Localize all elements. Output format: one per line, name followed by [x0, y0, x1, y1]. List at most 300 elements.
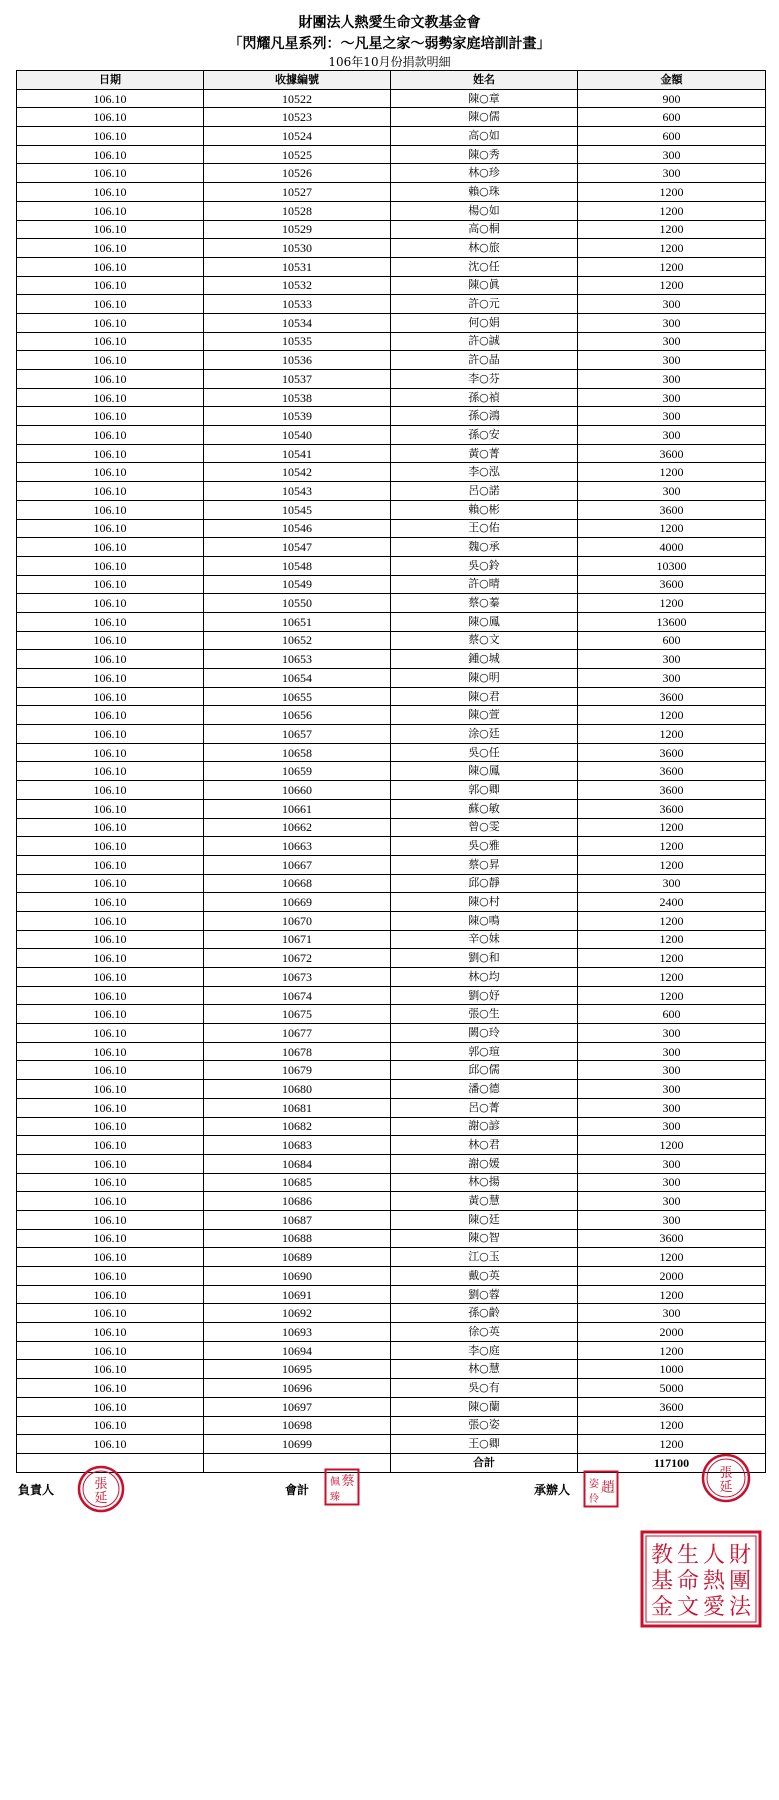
row-date: 106.10: [17, 1173, 204, 1192]
row-amount: 900: [578, 89, 766, 108]
row-amount: 1200: [578, 1136, 766, 1155]
svg-text:人: 人: [702, 1543, 726, 1568]
row-receipt-number: 10688: [204, 1229, 391, 1248]
column-header-name: 姓名: [391, 71, 578, 90]
document-subtitle: 106年10月份捐款明細: [328, 55, 451, 69]
row-date: 106.10: [17, 1005, 204, 1024]
row-amount: 1200: [578, 1435, 766, 1454]
row-date: 106.10: [17, 1379, 204, 1398]
svg-text:生: 生: [676, 1543, 700, 1568]
row-amount: 1200: [578, 594, 766, 613]
row-receipt-number: 10530: [204, 239, 391, 258]
row-donor-name: 陳○儒: [391, 108, 578, 127]
row-date: 106.10: [17, 612, 204, 631]
row-date: 106.10: [17, 1080, 204, 1099]
row-amount: 300: [578, 874, 766, 893]
row-date: 106.10: [17, 500, 204, 519]
row-receipt-number: 10692: [204, 1304, 391, 1323]
table-row: [17, 183, 766, 202]
row-date: 106.10: [17, 1397, 204, 1416]
table-row: [17, 1435, 766, 1454]
table-row: [17, 1117, 766, 1136]
svg-text:財: 財: [728, 1543, 752, 1568]
total-row: [17, 1453, 766, 1472]
row-donor-name: 李○芬: [391, 370, 578, 389]
table-row: [17, 893, 766, 912]
row-date: 106.10: [17, 949, 204, 968]
row-donor-name: 張○姿: [391, 1416, 578, 1435]
row-date: 106.10: [17, 1136, 204, 1155]
row-date: 106.10: [17, 1341, 204, 1360]
table-row: [17, 1192, 766, 1211]
row-date: 106.10: [17, 295, 204, 314]
row-amount: 1200: [578, 519, 766, 538]
row-receipt-number: 10550: [204, 594, 391, 613]
table-row: [17, 220, 766, 239]
svg-text:法: 法: [728, 1595, 752, 1620]
row-date: 106.10: [17, 1285, 204, 1304]
row-receipt-number: 10667: [204, 855, 391, 874]
row-amount: 1200: [578, 257, 766, 276]
row-amount: 300: [578, 407, 766, 426]
row-donor-name: 林○珍: [391, 164, 578, 183]
row-amount: 1200: [578, 183, 766, 202]
row-amount: 600: [578, 1005, 766, 1024]
row-donor-name: 徐○英: [391, 1323, 578, 1342]
row-receipt-number: 10669: [204, 893, 391, 912]
svg-text:愛: 愛: [702, 1595, 726, 1620]
row-amount: 1200: [578, 276, 766, 295]
row-donor-name: 呂○菁: [391, 1098, 578, 1117]
table-row: [17, 370, 766, 389]
row-donor-name: 孫○鴻: [391, 407, 578, 426]
row-receipt-number: 10522: [204, 89, 391, 108]
table-row: [17, 594, 766, 613]
table-row: [17, 968, 766, 987]
row-date: 106.10: [17, 164, 204, 183]
svg-text:金: 金: [650, 1595, 674, 1620]
svg-text:姿: 姿: [589, 1479, 599, 1490]
row-donor-name: 闕○玲: [391, 1024, 578, 1043]
row-receipt-number: 10686: [204, 1192, 391, 1211]
row-receipt-number: 10542: [204, 463, 391, 482]
row-amount: 300: [578, 1117, 766, 1136]
row-donor-name: 劉○蓉: [391, 1285, 578, 1304]
table-row: [17, 201, 766, 220]
table-row: [17, 1098, 766, 1117]
row-donor-name: 賴○珠: [391, 183, 578, 202]
row-donor-name: 蘇○敏: [391, 799, 578, 818]
row-receipt-number: 10524: [204, 127, 391, 146]
row-receipt-number: 10691: [204, 1285, 391, 1304]
row-receipt-number: 10698: [204, 1416, 391, 1435]
svg-text:熱: 熱: [702, 1569, 726, 1594]
row-donor-name: 孫○齡: [391, 1304, 578, 1323]
table-row: [17, 855, 766, 874]
row-date: 106.10: [17, 893, 204, 912]
row-amount: 300: [578, 313, 766, 332]
row-receipt-number: 10541: [204, 444, 391, 463]
svg-text:延: 延: [719, 1480, 733, 1495]
svg-text:張: 張: [94, 1477, 108, 1492]
row-donor-name: 劉○妤: [391, 986, 578, 1005]
table-row: [17, 1210, 766, 1229]
row-receipt-number: 10654: [204, 669, 391, 688]
row-date: 106.10: [17, 351, 204, 370]
row-receipt-number: 10546: [204, 519, 391, 538]
row-donor-name: 陳○萱: [391, 706, 578, 725]
row-donor-name: 陳○鳳: [391, 612, 578, 631]
column-header-receipt: 收據編號: [204, 71, 391, 90]
svg-text:文: 文: [676, 1595, 700, 1620]
row-amount: 1200: [578, 930, 766, 949]
row-donor-name: 邱○儒: [391, 1061, 578, 1080]
row-date: 106.10: [17, 930, 204, 949]
table-row: [17, 108, 766, 127]
table-row: [17, 874, 766, 893]
table-row: [17, 799, 766, 818]
row-date: 106.10: [17, 1229, 204, 1248]
row-amount: 300: [578, 145, 766, 164]
row-amount: 1200: [578, 463, 766, 482]
table-row: [17, 1080, 766, 1099]
row-donor-name: 江○玉: [391, 1248, 578, 1267]
row-receipt-number: 10683: [204, 1136, 391, 1155]
row-amount: 1200: [578, 968, 766, 987]
row-date: 106.10: [17, 313, 204, 332]
svg-text:張: 張: [719, 1466, 733, 1481]
row-amount: 3600: [578, 575, 766, 594]
row-date: 106.10: [17, 911, 204, 930]
row-receipt-number: 10687: [204, 1210, 391, 1229]
table-row: [17, 1379, 766, 1398]
donation-table: [16, 70, 766, 1473]
table-row: [17, 388, 766, 407]
table-row: [17, 1042, 766, 1061]
row-receipt-number: 10672: [204, 949, 391, 968]
row-donor-name: 劉○和: [391, 949, 578, 968]
row-date: 106.10: [17, 388, 204, 407]
row-receipt-number: 10655: [204, 687, 391, 706]
row-date: 106.10: [17, 108, 204, 127]
row-amount: 3600: [578, 500, 766, 519]
row-receipt-number: 10549: [204, 575, 391, 594]
row-amount: 1200: [578, 986, 766, 1005]
row-amount: 10300: [578, 556, 766, 575]
row-amount: 300: [578, 1042, 766, 1061]
row-donor-name: 陳○村: [391, 893, 578, 912]
row-receipt-number: 10540: [204, 426, 391, 445]
signature-label-handler: 承辦人: [534, 1483, 571, 1497]
row-receipt-number: 10690: [204, 1267, 391, 1286]
row-amount: 13600: [578, 612, 766, 631]
row-date: 106.10: [17, 575, 204, 594]
table-row: [17, 519, 766, 538]
row-receipt-number: 10682: [204, 1117, 391, 1136]
row-date: 106.10: [17, 1154, 204, 1173]
row-donor-name: 蔡○文: [391, 631, 578, 650]
row-donor-name: 林○均: [391, 968, 578, 987]
row-amount: 1200: [578, 706, 766, 725]
row-date: 106.10: [17, 762, 204, 781]
row-amount: 300: [578, 164, 766, 183]
row-receipt-number: 10658: [204, 743, 391, 762]
table-row: [17, 1154, 766, 1173]
row-donor-name: 陳○鳴: [391, 911, 578, 930]
row-amount: 300: [578, 669, 766, 688]
row-amount: 300: [578, 332, 766, 351]
row-date: 106.10: [17, 669, 204, 688]
row-amount: 1200: [578, 949, 766, 968]
row-amount: 300: [578, 482, 766, 501]
svg-text:團: 團: [728, 1569, 752, 1594]
row-donor-name: 謝○諺: [391, 1117, 578, 1136]
row-amount: 3600: [578, 1397, 766, 1416]
row-date: 106.10: [17, 1323, 204, 1342]
row-amount: 4000: [578, 538, 766, 557]
row-receipt-number: 10671: [204, 930, 391, 949]
row-receipt-number: 10693: [204, 1323, 391, 1342]
row-receipt-number: 10539: [204, 407, 391, 426]
table-row: [17, 631, 766, 650]
row-donor-name: 陳○章: [391, 89, 578, 108]
document-project-title: 「閃耀凡星系列：～凡星之家～弱勢家庭培訓計畫」: [228, 36, 551, 52]
table-row: [17, 650, 766, 669]
row-receipt-number: 10651: [204, 612, 391, 631]
row-donor-name: 陳○眞: [391, 276, 578, 295]
row-receipt-number: 10548: [204, 556, 391, 575]
row-receipt-number: 10538: [204, 388, 391, 407]
row-date: 106.10: [17, 370, 204, 389]
row-receipt-number: 10679: [204, 1061, 391, 1080]
svg-text:臻: 臻: [330, 1492, 340, 1503]
table-row: [17, 1304, 766, 1323]
table-row: [17, 725, 766, 744]
row-date: 106.10: [17, 1061, 204, 1080]
row-receipt-number: 10694: [204, 1341, 391, 1360]
row-amount: 300: [578, 1061, 766, 1080]
row-date: 106.10: [17, 968, 204, 987]
row-receipt-number: 10668: [204, 874, 391, 893]
table-row: [17, 482, 766, 501]
row-date: 106.10: [17, 781, 204, 800]
row-amount: 1200: [578, 1285, 766, 1304]
table-row: [17, 332, 766, 351]
row-receipt-number: 10523: [204, 108, 391, 127]
row-date: 106.10: [17, 482, 204, 501]
row-amount: 3600: [578, 743, 766, 762]
row-donor-name: 鍾○城: [391, 650, 578, 669]
row-receipt-number: 10653: [204, 650, 391, 669]
row-date: 106.10: [17, 631, 204, 650]
table-row: [17, 818, 766, 837]
table-row: [17, 575, 766, 594]
row-receipt-number: 10661: [204, 799, 391, 818]
row-amount: 1200: [578, 725, 766, 744]
row-date: 106.10: [17, 687, 204, 706]
row-donor-name: 涂○廷: [391, 725, 578, 744]
table-row: [17, 762, 766, 781]
row-donor-name: 李○泓: [391, 463, 578, 482]
row-donor-name: 吳○有: [391, 1379, 578, 1398]
row-receipt-number: 10662: [204, 818, 391, 837]
row-donor-name: 沈○任: [391, 257, 578, 276]
row-amount: 300: [578, 1080, 766, 1099]
row-amount: 300: [578, 1192, 766, 1211]
row-amount: 3600: [578, 687, 766, 706]
row-receipt-number: 10670: [204, 911, 391, 930]
row-receipt-number: 10678: [204, 1042, 391, 1061]
row-receipt-number: 10531: [204, 257, 391, 276]
total-value: 117100: [578, 1453, 766, 1472]
column-header-amount: 金額: [578, 71, 766, 90]
row-receipt-number: 10697: [204, 1397, 391, 1416]
table-row: [17, 313, 766, 332]
row-receipt-number: 10695: [204, 1360, 391, 1379]
row-donor-name: 林○旅: [391, 239, 578, 258]
row-date: 106.10: [17, 1117, 204, 1136]
row-amount: 300: [578, 1304, 766, 1323]
row-amount: 600: [578, 108, 766, 127]
handler-seal-icon: [583, 1470, 619, 1508]
row-amount: 300: [578, 1173, 766, 1192]
row-date: 106.10: [17, 276, 204, 295]
row-date: 106.10: [17, 799, 204, 818]
table-row: [17, 1360, 766, 1379]
row-date: 106.10: [17, 407, 204, 426]
table-row: [17, 1341, 766, 1360]
row-donor-name: 孫○安: [391, 426, 578, 445]
table-row: [17, 743, 766, 762]
row-amount: 300: [578, 295, 766, 314]
row-receipt-number: 10535: [204, 332, 391, 351]
row-date: 106.10: [17, 332, 204, 351]
row-donor-name: 黃○菁: [391, 444, 578, 463]
row-amount: 300: [578, 351, 766, 370]
row-donor-name: 陳○廷: [391, 1210, 578, 1229]
row-receipt-number: 10543: [204, 482, 391, 501]
row-donor-name: 謝○媛: [391, 1154, 578, 1173]
row-donor-name: 李○庭: [391, 1341, 578, 1360]
row-date: 106.10: [17, 220, 204, 239]
row-donor-name: 曾○雯: [391, 818, 578, 837]
table-row: [17, 837, 766, 856]
row-receipt-number: 10525: [204, 145, 391, 164]
svg-text:蔡: 蔡: [341, 1474, 355, 1489]
row-donor-name: 蔡○蓁: [391, 594, 578, 613]
svg-text:佩: 佩: [330, 1477, 340, 1488]
row-receipt-number: 10526: [204, 164, 391, 183]
row-date: 106.10: [17, 1042, 204, 1061]
row-amount: 1200: [578, 837, 766, 856]
row-receipt-number: 10528: [204, 201, 391, 220]
document-org-title: 財團法人熱愛生命文教基金會: [298, 15, 481, 31]
row-donor-name: 楊○如: [391, 201, 578, 220]
row-date: 106.10: [17, 650, 204, 669]
row-date: 106.10: [17, 1098, 204, 1117]
signature-label-responsible: 負責人: [18, 1483, 55, 1497]
row-receipt-number: 10536: [204, 351, 391, 370]
table-row: [17, 89, 766, 108]
table-row: [17, 426, 766, 445]
table-row: [17, 500, 766, 519]
row-date: 106.10: [17, 1192, 204, 1211]
row-donor-name: 戴○英: [391, 1267, 578, 1286]
row-date: 106.10: [17, 1435, 204, 1454]
svg-text:教: 教: [650, 1543, 674, 1568]
row-receipt-number: 10674: [204, 986, 391, 1005]
row-date: 106.10: [17, 706, 204, 725]
table-row: [17, 1416, 766, 1435]
row-donor-name: 何○娟: [391, 313, 578, 332]
table-row: [17, 1267, 766, 1286]
row-donor-name: 賴○彬: [391, 500, 578, 519]
row-amount: 1200: [578, 239, 766, 258]
svg-text:命: 命: [676, 1569, 700, 1594]
table-row: [17, 127, 766, 146]
accounting-seal-icon: [324, 1468, 360, 1506]
row-receipt-number: 10673: [204, 968, 391, 987]
row-donor-name: 許○晴: [391, 575, 578, 594]
row-donor-name: 吳○任: [391, 743, 578, 762]
row-date: 106.10: [17, 127, 204, 146]
row-date: 106.10: [17, 89, 204, 108]
row-donor-name: 黃○慧: [391, 1192, 578, 1211]
table-row: [17, 1229, 766, 1248]
row-receipt-number: 10660: [204, 781, 391, 800]
row-donor-name: 魏○承: [391, 538, 578, 557]
row-donor-name: 潘○德: [391, 1080, 578, 1099]
table-row: [17, 1005, 766, 1024]
row-donor-name: 許○元: [391, 295, 578, 314]
row-receipt-number: 10677: [204, 1024, 391, 1043]
table-row: [17, 351, 766, 370]
total-cell-blank: [204, 1453, 391, 1472]
row-date: 106.10: [17, 444, 204, 463]
row-amount: 300: [578, 650, 766, 669]
row-amount: 600: [578, 127, 766, 146]
row-date: 106.10: [17, 1416, 204, 1435]
row-date: 106.10: [17, 145, 204, 164]
row-amount: 300: [578, 1024, 766, 1043]
row-amount: 1200: [578, 855, 766, 874]
row-receipt-number: 10680: [204, 1080, 391, 1099]
row-amount: 1200: [578, 911, 766, 930]
row-donor-name: 呂○諾: [391, 482, 578, 501]
row-date: 106.10: [17, 725, 204, 744]
row-date: 106.10: [17, 1304, 204, 1323]
row-amount: 1200: [578, 220, 766, 239]
row-date: 106.10: [17, 556, 204, 575]
row-receipt-number: 10657: [204, 725, 391, 744]
row-amount: 3600: [578, 444, 766, 463]
row-date: 106.10: [17, 426, 204, 445]
row-receipt-number: 10689: [204, 1248, 391, 1267]
row-amount: 300: [578, 1154, 766, 1173]
table-row: [17, 444, 766, 463]
table-row: [17, 1136, 766, 1155]
row-receipt-number: 10537: [204, 370, 391, 389]
row-date: 106.10: [17, 1210, 204, 1229]
corner-seal-icon: [700, 1452, 752, 1504]
row-receipt-number: 10534: [204, 313, 391, 332]
svg-text:趙: 趙: [601, 1480, 615, 1496]
responsible-seal-icon: [76, 1464, 126, 1514]
table-row: [17, 145, 766, 164]
row-donor-name: 林○揚: [391, 1173, 578, 1192]
column-header-date: 日期: [17, 71, 204, 90]
row-receipt-number: 10675: [204, 1005, 391, 1024]
